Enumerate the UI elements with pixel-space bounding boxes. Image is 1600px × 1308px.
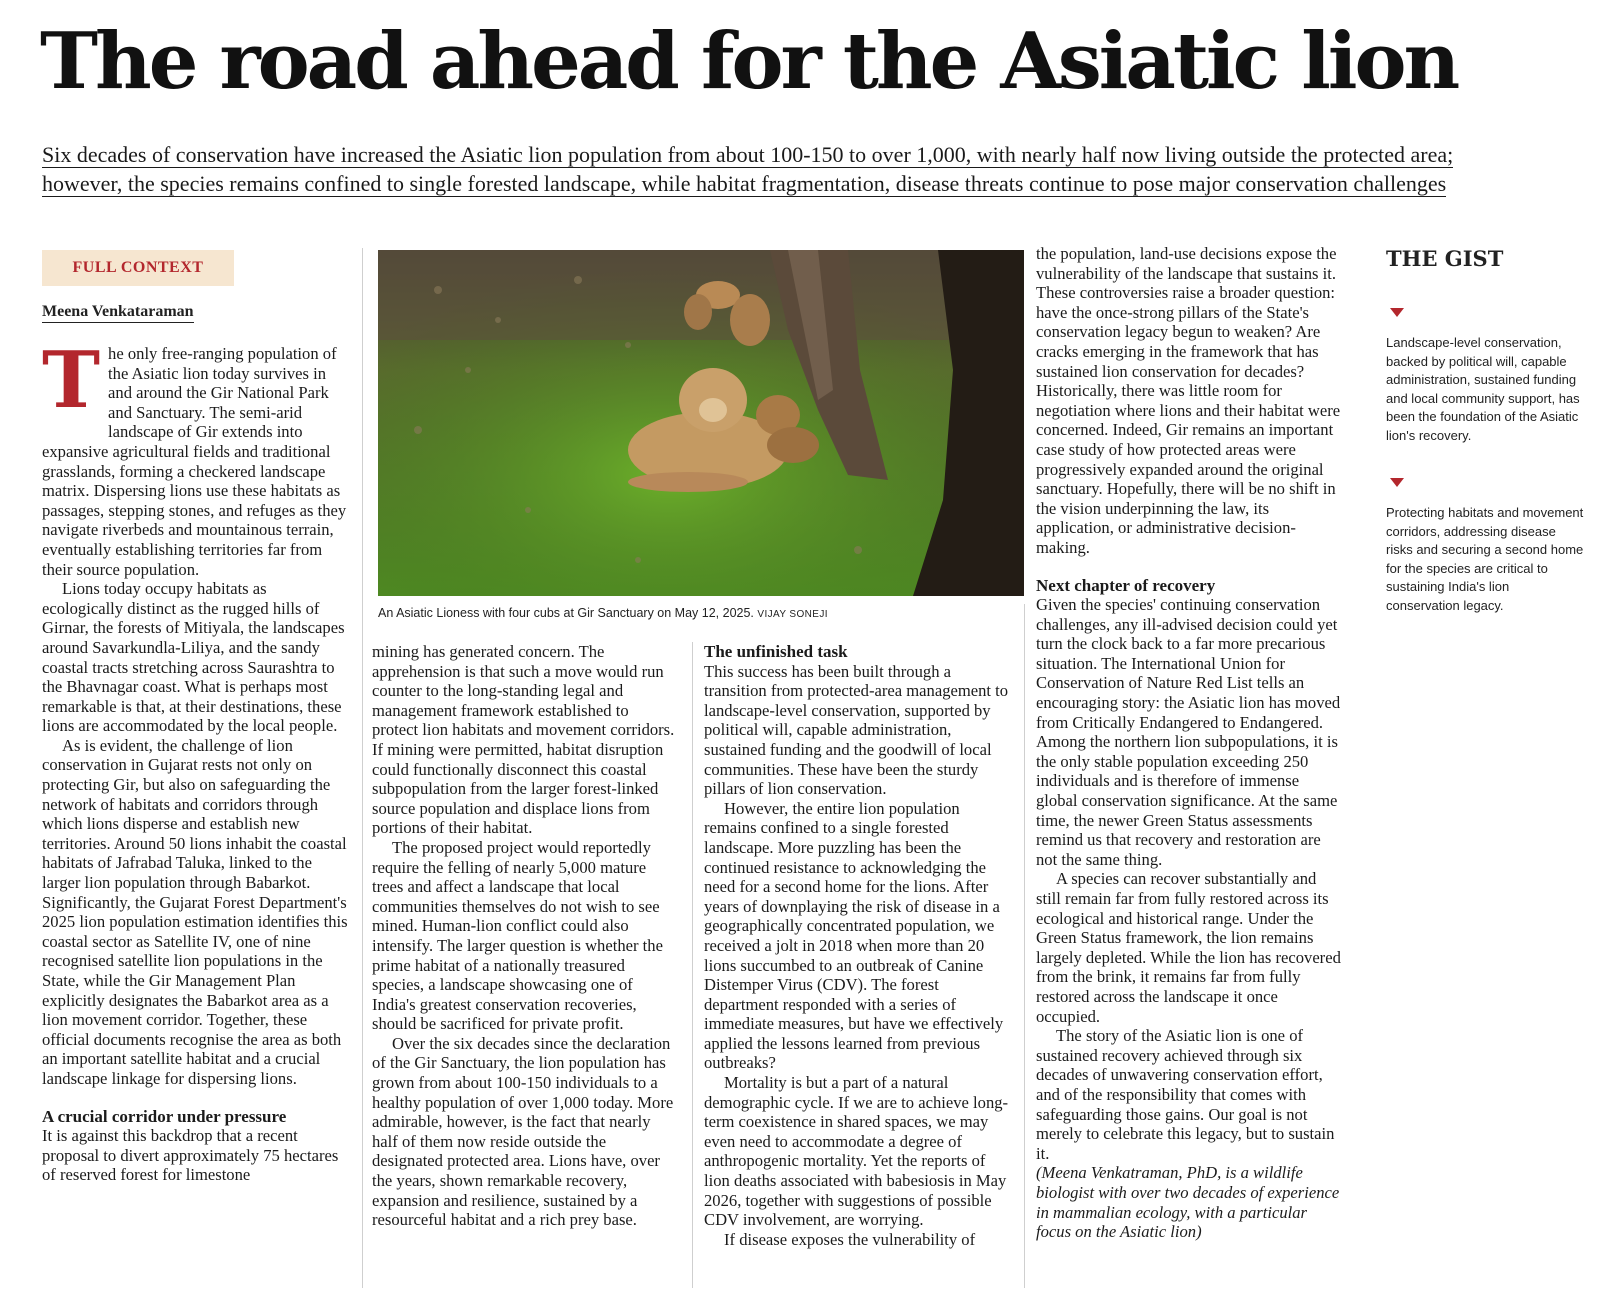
column-divider — [692, 642, 693, 1288]
gist-title: THE GIST — [1386, 246, 1504, 271]
paragraph: The proposed project would reportedly require the felling of nearly 5,000 mature trees and affect a landscape that local communities themselves do not wish to see mined. Human-lion conflict could also intensify. The larger question is whether the prime habitat of a nationally treasured species, a landscape showcasing one of India's greatest conservation recoveries, should be sacrificed for private profit. — [372, 837, 663, 1034]
paragraph: If disease exposes the vulnerability of — [724, 1229, 976, 1249]
byline[interactable]: Meena Venkataraman — [42, 302, 194, 323]
gist-item: Landscape-level conservation, backed by political will, capable administration, sustained funding and local community support, has been the foundation of the Asiatic lion's recovery. — [1386, 335, 1580, 443]
photo-caption — [378, 606, 828, 620]
standfirst — [42, 140, 1522, 198]
column-divider — [362, 248, 363, 1288]
paragraph: Lions today occupy habitats as ecologically distinct as the rugged hills of Girnar, the forests of Mitiyala, the landscapes around Savarkundla-Liliya, and the sandy coastal tracts stretching across Saurashtra to the Bhavnagar coast. What is perhaps most remarkable is that, at their destinations, these lions are accommodated by the local people. — [42, 579, 345, 736]
standfirst-line-1: Six decades of conservation have increased the Asiatic lion population from about 100-150 to over 1,000, with nearly half now living outside the protected area; — [42, 142, 1454, 167]
paragraph: the population, land-use decisions expose the vulnerability of the landscape that sustains it. These controversies raise a broader question: have the once-strong pillars of the State's conservation legacy begun to weaken? Are cracks emerging in the framework that has sustained lion conservation for decades? Historically, there was little room for negotiation where lions and their habitat were concerned. Indeed, Gir remains an important case study of how protected areas were progressively expanded around the original sanctuary. Hopefully, there will be no shift in the vision underpinning the law, its application, or administrative decision-making. — [1036, 244, 1341, 557]
lioness-photo — [378, 250, 1024, 596]
subheading: Next chapter of recovery — [1036, 575, 1216, 595]
photo-credit: VIJAY SONEJI — [757, 609, 828, 620]
article-column-3 — [704, 642, 1010, 1249]
subheading: The unfinished task — [704, 642, 848, 661]
column-divider — [1024, 604, 1025, 1288]
paragraph: mining has generated concern. The apprehension is that such a move would run counter to the long-standing legal and management framework established to protect lion habitats and movement corridors. If mining were permitted, habitat disruption could functionally disconnect this coastal subpopulation from the larger forest-linked source population and displace lions from portions of their habitat. — [372, 642, 675, 838]
article-column-1 — [42, 335, 348, 1185]
paragraph: Over the six decades since the declaration of the Gir Sanctuary, the lion population has grown from about 100-150 individuals to a healthy population of over 1,000 today. More admirable, however, is the fact that nearly half of them now reside outside the designated protected area. Lions have, over the years, shown remarkable recovery, expansion and resilience, sustained by a resourceful habitat and a rich prey base. — [372, 1033, 674, 1230]
triangle-bullet-icon — [1390, 308, 1404, 317]
gist-item: Protecting habitats and movement corridors, addressing disease risks and securing a second home for the species are critical to sustaining India's lion conservation legacy. — [1386, 505, 1584, 613]
caption-text: An Asiatic Lioness with four cubs at Gir Sanctuary on May 12, 2025. — [378, 606, 754, 620]
article-column-2 — [372, 642, 678, 1230]
paragraph: However, the entire lion population remains confined to a single forested landscape. More puzzling has been the continued resistance to acknowledging the need for a second home for the lions. After years of downplaying the risk of disease in a geographically concentrated population, we received a jolt in 2018 when more than 20 lions succumbed to an outbreak of Canine Distemper Virus (CDV). The forest department responded with a series of immediate measures, but have we effectively applied the lessons learned from previous outbreaks? — [704, 798, 1004, 1073]
triangle-bullet-icon — [1390, 478, 1404, 487]
paragraph: Mortality is but a part of a natural demographic cycle. If we are to achieve long-term coexistence in shared spaces, we may even need to accommodate a degree of anthropogenic mortality. Yet the reports of lion deaths associated with babesiosis in May 2026, together with suggestions of possible CDV involvement, are worrying. — [704, 1073, 1009, 1230]
section-badge: FULL CONTEXT — [42, 250, 234, 286]
paragraph: Given the species' continuing conservation challenges, any ill-advised decision could yet turn the clock back to a far more precarious situation. The International Union for Conservation of Nature Red List tells an encouraging story: the Asiatic lion has moved from Critically Endangered to Endangered. Among the northern lion subpopulations, it is the only stable population exceeding 250 individuals and is therefore of immense global conservation significance. At the same time, the newer Green Status assessments remind us that recovery and restoration are not the same thing. — [1036, 595, 1341, 869]
article-column-4 — [1036, 244, 1342, 1242]
drop-cap: T — [42, 335, 101, 426]
paragraph: As is evident, the challenge of lion conservation in Gujarat rests not only on protecting Gir, but also on safeguarding the network of habitats and corridors through which lions disperse and establish new territories. Around 50 lions inhabit the coastal habitats of Jafrabad Taluka, linked to the larger lion population through Babarkot. Significantly, the Gujarat Forest Department's 2025 lion population estimation identifies this coastal sector as Satellite IV, one of nine recognised satellite lion populations in the State, while the Gir Management Plan explicitly designates the Babarkot area as a lion movement corridor. Together, these official documents recognise the area as both an important satellite habitat and a crucial landscape linkage for dispersing lions. — [42, 735, 348, 1088]
headline: The road ahead for the Asiatic lion — [40, 16, 1458, 107]
standfirst-line-2: however, the species remains confined to single forested landscape, while habitat fragmentation, disease threats continue to pose major conservation challenges — [42, 171, 1447, 196]
paragraph: he only free-ranging population of the Asiatic lion today survives in and around the Gir National Park and Sanctuary. The semi-arid landscape of Gir extends into expansive agricultural fields and traditional grasslands, forming a checkered landscape matrix. Dispersing lions use these habitats as passages, stepping stones, and refuges as they navigate riverbeds and mountainous terrain, eventually establishing territories far from their source population. — [42, 344, 347, 579]
photo-illustration — [378, 250, 1024, 596]
paragraph: This success has been built through a transition from protected-area management to landscape-level conservation, supported by political will, capable administration, sustained funding and the goodwill of local communities. These have been the sturdy pillars of lion conservation. — [704, 661, 1009, 799]
paragraph: It is against this backdrop that a recent proposal to divert approximately 75 hectares of reserved forest for limestone — [42, 1126, 339, 1185]
subheading: A crucial corridor under pressure — [42, 1106, 287, 1126]
paragraph: A species can recover substantially and still remain far from fully restored across its ecological and historical range. Under the Green Status framework, the lion remains largely depleted. While the lion has recovered from the brink, it remains far from fully restored across the landscape it once occupied. — [1036, 869, 1341, 1026]
author-note: (Meena Venkatraman, PhD, is a wildlife biologist with over two decades of experience in mammalian ecology, with a particular focus on the Asiatic lion) — [1036, 1163, 1340, 1242]
paragraph: The story of the Asiatic lion is one of sustained recovery achieved through six decades of unwavering conservation effort, and of the responsibility that comes with safeguarding those gains. Our goal is not merely to celebrate this legacy, but to sustain it. — [1036, 1026, 1335, 1163]
